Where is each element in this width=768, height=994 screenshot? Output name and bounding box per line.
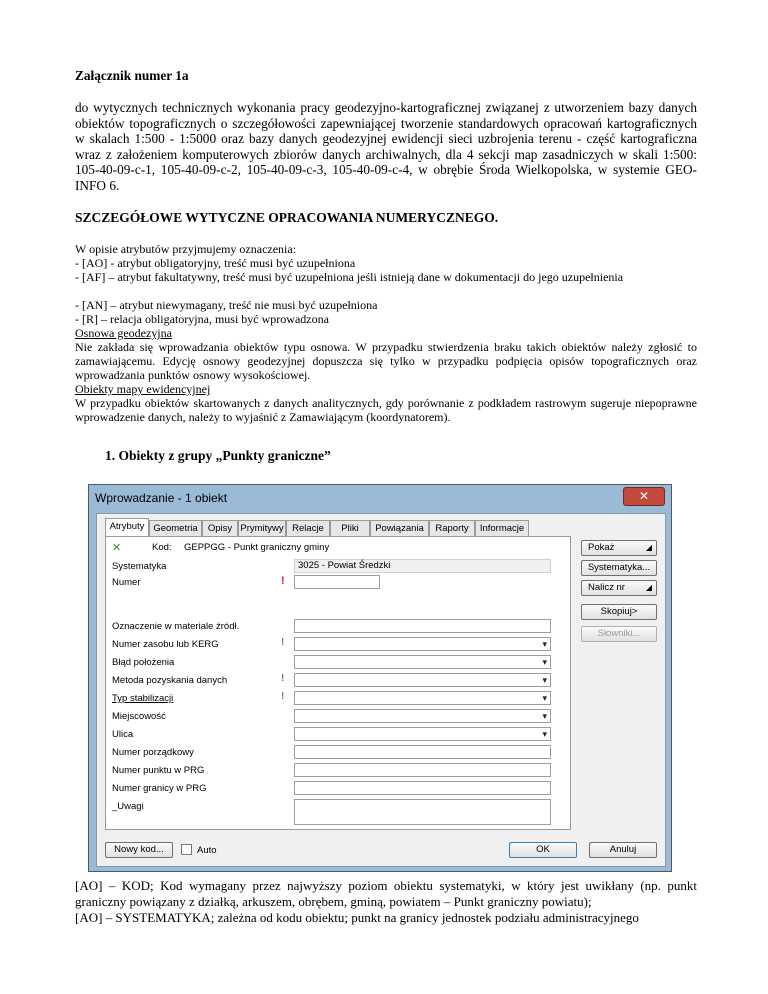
systematyka-label: Systematyka [112,561,167,572]
legend-af: - [AF] – atrybut fakultatywny, treść musi być uzupełniona jeśli istnieją dane w dokumentacji do jego uzupełnienia [75,270,624,284]
numer-punktu-prg-input[interactable] [294,763,551,777]
close-button[interactable]: ✕ [623,487,665,506]
numer-porzadkowy-input[interactable] [294,745,551,759]
ulica-select[interactable] [294,727,551,741]
dialog-body [96,513,666,867]
auto-checkbox[interactable] [181,844,192,855]
warning-icon: ! [281,673,285,684]
intro-paragraph: do wytycznych technicznych wykonania pracy geodezyjno-kartograficznej związanej z utworzeniem bazy danych obiektów topograficznych o szczegółowości zapewniającej tworzenie standardowych opracowań kartograficznych w skalach 1:500 - 1:5000 oraz bazy danych geodezyjnej ewidencji sieci uzbrojenia terenu - część kartograficzna wraz z założeniem komputerowych zbiorów danych archiwalnych, dla 4 sekcji map zasadniczych w skali 1:500: 105-40-09-c-1, 105-40-09-c-2, 105-40-09-c-3, 105-40-09-c-4, w obrębie Środa Wielkopolska, w systemie GEO-INFO 6. [75,100,697,193]
systematyka-field: 3025 - Powiat Średzki [294,559,551,573]
ao-kod-paragraph: [AO] – KOD; Kod wymagany przez najwyższy poziom obiektu systematyki, w który jest uwikłany (np. punkt graniczny powiązany z działką, arkuszem, obrębem, gminą, powiatem – Punkt graniczny powiatu); [75,878,697,909]
dialog-title: Wprowadzanie - 1 obiekt [95,491,228,505]
triangle-icon: ◢ [645,583,652,592]
nalicz-nr-button[interactable] [581,580,657,596]
field-label-miejscowosc: Miejscowość [112,711,166,722]
auto-label: Auto [197,845,217,856]
skopiuj-button[interactable]: Skopiuj> [581,604,657,620]
legend-ao: - [AO] - atrybut obligatoryjny, treść musi być uzupełniona [75,256,356,270]
nowy-kod-button[interactable]: Nowy kod... [105,842,173,858]
numer-granicy-prg-input[interactable] [294,781,551,795]
tab-relacje[interactable]: Relacje [286,520,330,536]
warning-icon: ! [281,691,285,702]
oznaczenie-input[interactable] [294,619,551,633]
pokaz-button[interactable] [581,540,657,556]
legend-intro: W opisie atrybutów przyjmujemy oznaczenia: [75,242,297,256]
dialog-window [88,484,672,872]
main-heading: SZCZEGÓŁOWE WYTYCZNE OPRACOWANIA NUMERYCZNEGO. [75,210,499,225]
section-1-heading: 1. Obiekty z grupy „Punkty graniczne” [105,448,331,463]
field-label-ulica: Ulica [112,729,134,740]
numer-input[interactable] [294,575,380,589]
kod-label: Kod: [152,542,172,553]
nalicz-label: Nalicz nr [588,582,625,593]
ok-button[interactable]: OK [509,842,577,858]
typ-stabilizacji-select[interactable] [294,691,551,705]
metoda-select[interactable] [294,673,551,687]
attributes-panel [105,536,571,830]
field-label-metoda: Metoda pozyskania danych [112,675,228,686]
ewidencja-text: W przypadku obiektów skartowanych z danych analitycznych, gdy porównanie z podkładem rastrowym sugeruje niepoprawne wprowadzenie danych, należy to wyjaśnić z Zamawiającym (koordynatorem). [75,396,697,424]
ao-systematyka-paragraph: [AO] – SYSTEMATYKA; zależna od kodu obiektu; punkt na granicy jednostek podziału administracyjnego [75,910,639,925]
osnowa-text: Nie zakłada się wprowadzania obiektów typu osnowa. W przypadku stwierdzenia braku takich obiektów należy zgłosić to zamawiającemu. Edycję osnowy geodezyjnej dopuszcza się tylko w przypadku podpięcia opisów topograficznych oraz wprowadzania punktów osnowy wysokościowej. [75,340,697,382]
numer-label: Numer [112,577,141,588]
pokaz-label: Pokaż [588,542,615,553]
tab-pliki[interactable]: Pliki [330,520,370,536]
field-label-uwagi: _Uwagi [112,801,144,812]
field-label-numer-porzadkowy: Numer porządkowy [112,747,194,758]
triangle-icon: ◢ [645,543,652,552]
tab-atrybuty[interactable]: Atrybuty [105,518,149,537]
field-label-typ-stabilizacji: Typ stabilizacji [112,693,174,704]
blad-polozenia-select[interactable] [294,655,551,669]
tab-opisy[interactable]: Opisy [202,520,238,536]
slowniki-button[interactable]: Słowniki... [581,626,657,642]
required-icon: ! [281,575,285,587]
tab-informacje[interactable]: Informacje [475,520,529,536]
check-icon: ✕ [112,542,122,554]
field-label-blad: Błąd położenia [112,657,175,668]
tab-raporty[interactable]: Raporty [429,520,475,536]
numer-zasobu-select[interactable] [294,637,551,651]
kod-value: GEPPGG - Punkt graniczny gminy [184,542,330,553]
subheading-osnowa: Osnowa geodezyjna [75,326,172,340]
appendix-title: Załącznik numer 1a [75,68,189,83]
systematyka-button[interactable]: Systematyka... [581,560,657,576]
field-label-oznaczenie: Oznaczenie w materiale źródł. [112,621,240,632]
legend-an: - [AN] – atrybut niewymagany, treść nie musi być uzupełniona [75,298,378,312]
tab-powiazania[interactable]: Powiązania [370,520,429,536]
miejscowosc-select[interactable] [294,709,551,723]
field-label-numer-zasobu: Numer zasobu lub KERG [112,639,219,650]
warning-icon: ! [281,637,285,648]
field-label-numer-punktu-prg: Numer punktu w PRG [112,765,205,776]
tab-prymitywy[interactable]: Prymitywy [238,520,286,536]
anuluj-button[interactable]: Anuluj [589,842,657,858]
legend-r: - [R] – relacja obligatoryjna, musi być wprowadzona [75,312,329,326]
uwagi-textarea[interactable] [294,799,551,825]
subheading-ewidencja: Obiekty mapy ewidencyjnej [75,382,211,396]
tab-geometria[interactable]: Geometria [149,520,202,536]
field-label-numer-granicy-prg: Numer granicy w PRG [112,783,207,794]
